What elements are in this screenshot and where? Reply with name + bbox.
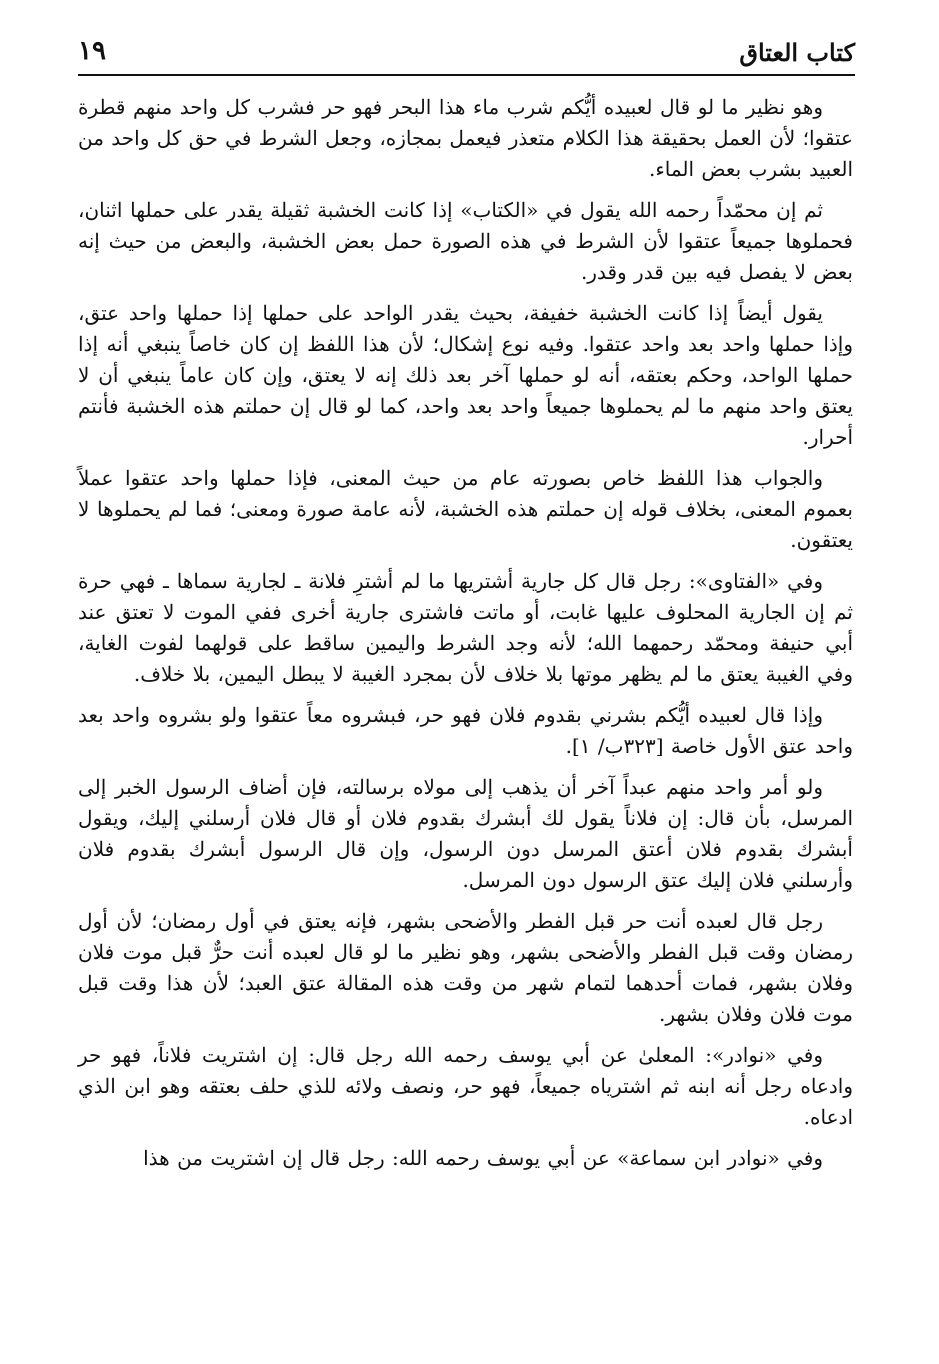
paragraph: ثم إن محمّداً رحمه الله يقول في «الكتاب» إذا كانت الخشبة ثقيلة يقدر على حملها اثنان، فحملوها جميعاً عتقوا لأن الشرط في هذه الصورة حمل بعض الخشبة، والبعض من حيث إنه بعض لا يفصل فيه بين قدر وقدر. xyxy=(78,198,853,284)
page-number: ١٩ xyxy=(78,36,106,66)
header-divider xyxy=(78,74,855,76)
paragraph: وفي «نوادر ابن سماعة» عن أبي يوسف رحمه الله: رجل قال إن اشتريت من هذا xyxy=(143,1146,823,1170)
page-header xyxy=(78,30,855,74)
paragraph: وهو نظير ما لو قال لعبيده أيُّكم شرب ماء هذا البحر فهو حر فشرب كل واحد منهم قطرة عتقوا؛ لأن العمل بحقيقة هذا الكلام متعذر فيعمل بمجازه، وجعل الشرط في حق كل واحد من العبيد بشرب بعض الماء. xyxy=(78,95,853,181)
paragraph: وفي «الفتاوى»: رجل قال كل جارية أشتريها ما لم أشترِ فلانة ـ لجارية سماها ـ فهي حرة ثم إن الجارية المحلوف عليها غابت، أو ماتت فاشترى جارية أخرى ففي الموت لا تعتق عند أبي حنيفة ومحمّد رحمهما الله؛ لأنه وجد الشرط واليمين ساقط على قولهما لفوت الغاية، وفي الغيبة يعتق ما لم يظهر موتها بلا خلاف لأن بمجرد الغيبة لا يبطل اليمين، بلا خلاف. xyxy=(78,569,853,686)
paragraph: وإذا قال لعبيده أيُّكم بشرني بقدوم فلان فهو حر، فبشروه معاً عتقوا ولو بشروه واحد بعد واحد عتق الأول خاصة [٣٢٣ب/ ١]. xyxy=(78,703,853,758)
paragraph: ولو أمر واحد منهم عبداً آخر أن يذهب إلى مولاه برسالته، فإن أضاف الرسول الخبر إلى المرسل، بأن قال: إن فلاناً يقول لك أبشرك بقدوم فلان أو قال فلان أرسلني إليك، ويقول أبشرك بقدوم فلان أعتق المرسل دون الرسول، وإن قال الرسول أبشرك بقدوم فلان وأرسلني فلان إليك عتق الرسول دون المرسل. xyxy=(78,775,853,892)
page-body xyxy=(78,92,853,1184)
paragraph: والجواب هذا اللفظ خاص بصورته عام من حيث المعنى، فإذا حملها واحد عتقوا عملاً بعموم المعنى، بخلاف قوله إن حملتم هذه الخشبة، لأنه عامة صورة ومعنى؛ فما لم يحملوها لا يعتقون. xyxy=(78,466,853,552)
paragraph: وفي «نوادر»: المعلىٰ عن أبي يوسف رحمه الله رجل قال: إن اشتريت فلاناً، فهو حر وادعاه رجل أنه ابنه ثم اشترياه جميعاً، فهو حر، ونصف ولائه للذي حلف بعتقه وهو ابن الذي ادعاه. xyxy=(78,1043,853,1129)
paragraph: رجل قال لعبده أنت حر قبل الفطر والأضحى بشهر، فإنه يعتق في أول رمضان؛ لأن أول رمضان وقت قبل الفطر والأضحى بشهر، وهو نظير ما لو قال لعبده أنت حرٌّ قبل موت فلان وفلان بشهر، فمات أحدهما لتمام شهر من وقت هذه المقالة عتق العبد؛ لأن هذا وقت قبل موت فلان وفلان بشهر. xyxy=(78,909,853,1026)
paragraph: يقول أيضاً إذا كانت الخشبة خفيفة، بحيث يقدر الواحد على حملها إذا حملها واحد عتق، وإذا حملها واحد بعد واحد عتقوا. وفيه نوع إشكال؛ لأن هذا اللفظ إن كان خاصاً ينبغي أنه إذا حملها الواحد، وحكم بعتقه، أنه لو حملها آخر بعد ذلك إنه لا يعتق، وإن كان عاماً ينبغي أن لا يعتق واحد منهم ما لم يحملوها جميعاً واحد بعد واحد، كما لو قال إن حملتم هذه الخشبة فأنتم أحرار. xyxy=(78,301,853,449)
book-title: كتاب العتاق xyxy=(739,38,855,67)
